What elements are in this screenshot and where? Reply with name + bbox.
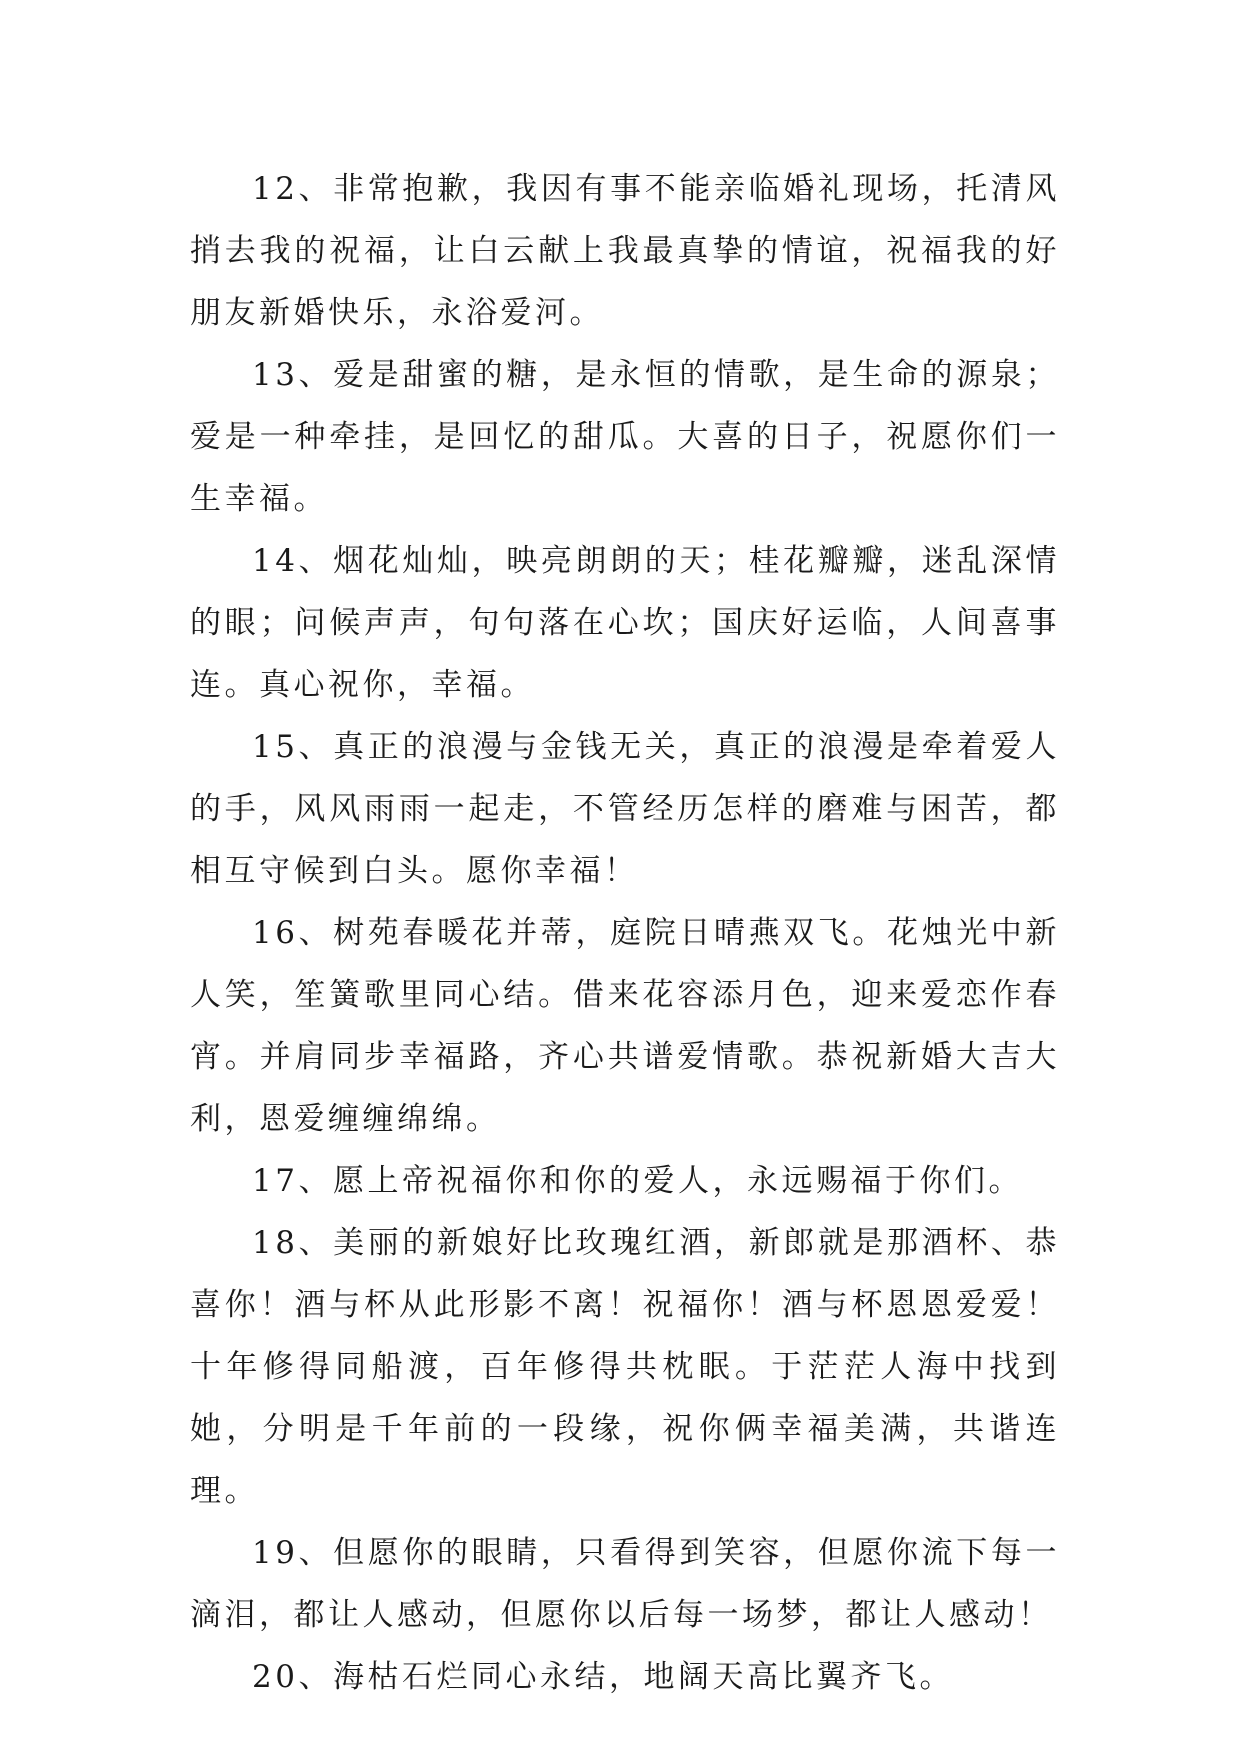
paragraph-12: 12、非常抱歉，我因有事不能亲临婚礼现场，托清风捎去我的祝福，让白云献上我最真挚的情谊，祝福我的好朋友新婚快乐，永浴爱河。 — [190, 171, 1060, 331]
paragraph-20: 20、海枯石烂同心永结，地阔天高比翼齐飞。 — [252, 1659, 954, 1695]
paragraph-17: 17、愿上帝祝福你和你的爱人，永远赐福于你们。 — [252, 1163, 1023, 1199]
paragraph-13: 13、爱是甜蜜的糖，是永恒的情歌，是生命的源泉；爱是一种牵挂，是回忆的甜瓜。大喜的日子，祝愿你们一生幸福。 — [190, 357, 1060, 517]
paragraph-19: 19、但愿你的眼睛，只看得到笑容，但愿你流下每一滴泪，都让人感动，但愿你以后每一场梦，都让人感动！ — [190, 1535, 1060, 1633]
paragraph-14: 14、烟花灿灿，映亮朗朗的天；桂花瓣瓣，迷乱深情的眼；问候声声，句句落在心坎；国庆好运临，人间喜事连。真心祝你，幸福。 — [190, 543, 1060, 703]
paragraph-18: 18、美丽的新娘好比玫瑰红酒，新郎就是那酒杯、恭喜你！酒与杯从此形影不离！祝福你！酒与杯恩恩爱爱！十年修得同船渡，百年修得共枕眠。于茫茫人海中找到她，分明是千年前的一段缘，祝你俩幸福美满，共谐连理。 — [190, 1225, 1060, 1509]
paragraph-16: 16、树苑春暖花并蒂，庭院日晴燕双飞。花烛光中新人笑，笙簧歌里同心结。借来花容添月色，迎来爱恋作春宵。并肩同步幸福路，齐心共谱爱情歌。恭祝新婚大吉大利，恩爱缠缠绵绵。 — [190, 915, 1060, 1137]
paragraph-15: 15、真正的浪漫与金钱无关，真正的浪漫是牵着爱人的手，风风雨雨一起走，不管经历怎样的磨难与困苦，都相互守候到白头。愿你幸福！ — [190, 729, 1060, 889]
document-body — [190, 158, 1060, 1708]
